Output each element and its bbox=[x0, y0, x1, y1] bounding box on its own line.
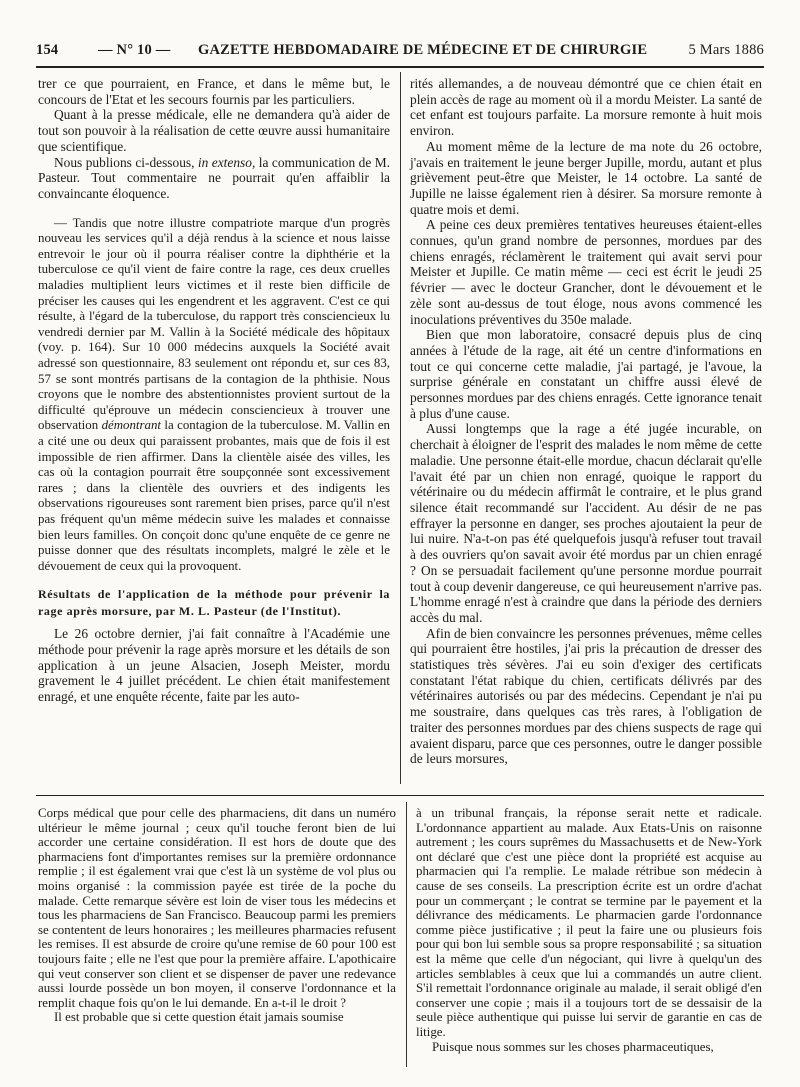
lower-left-column bbox=[38, 806, 396, 1025]
paragraph: Quant à la presse médicale, elle ne demandera qu'à aider de tout son pouvoir à la réalisation de cette œuvre aussi humanitaire que scientifique. bbox=[38, 107, 390, 154]
paragraph: à un tribunal français, la réponse serait nette et radicale. L'ordonnance appartient au malade. Aux Etats-Unis on raisonne autrement ; les cours suprêmes du Massachusetts et de New-York ont déclaré que c'est une pièce dont la propriété est acquise au pharmacien qui l'a remplie. Le malade rétribue son médecin à cause de ses conseils. La prescription écrite est un ordre d'achat pour un commerçant ; le contrat se termine par le payement et la délivrance des médicaments. Le pharmacien garde l'ordonnance comme pièce justificative ; il peut la faire une ou plusieurs fois pour qui bon lui semble sous sa propre responsabilité ; sa situation est la même que celle d'un négociant, qui livre à quelqu'un des articles semblables à ceux que lui a commandés un autre client. S'il remettait l'ordonnance originale au malade, il serait obligé d'en conserver une copie ; mais il a toujours tort de se dessaisir de la seule pièce authentique qui puisse lui servir de garantie en cas de litige. bbox=[416, 806, 762, 1039]
paragraph: Le 26 octobre dernier, j'ai fait connaître à l'Académie une méthode pour prévenir la rage après morsure et les détails de son application à un jeune Alsacien, Joseph Meister, mordu gravement le 4 juillet précédent. Le chien était manifestement enragé, et une enquête récente, faite par les auto- bbox=[38, 626, 390, 705]
section-title: Résultats de l'application de la méthode pour prévenir la rage après morsure, par M. L. Pasteur (de l'Institut). bbox=[38, 587, 390, 619]
upper-right-column bbox=[410, 76, 762, 767]
column-divider-upper bbox=[400, 72, 401, 784]
lower-right-column bbox=[416, 806, 762, 1054]
header-rule bbox=[36, 66, 764, 68]
paragraph: trer ce que pourraient, en France, et dans le même but, le concours de l'Etat et les secours fournis par les particuliers. bbox=[38, 76, 390, 107]
running-header bbox=[36, 42, 764, 66]
paragraph: rités allemandes, a de nouveau démontré que ce chien était en plein accès de rage au moment où il a mordu Meister. La santé de cet enfant est toujours parfaite. La morsure remonte à huit mois environ. bbox=[410, 76, 762, 139]
issue-number: — N° 10 — bbox=[98, 42, 171, 58]
upper-left-column bbox=[38, 76, 390, 705]
paragraph: Bien que mon laboratoire, consacré depuis plus de cinq années à l'étude de la rage, ait été un centre d'informations en tout ce qui concerne cette maladie, j'ai partagé, je l'avoue, la surprise générale en constatant un chiffre aussi élevé de personnes mordues par des chiens enragés. Cette ignorance tenait à plus d'une cause. bbox=[410, 327, 762, 421]
editorial-paragraph: — Tandis que notre illustre compatriote marque d'un progrès nouveau les services qu'il a déjà rendus à la science et nous laisse entrevoir le jour où il pourra réaliser contre la diphthérie et la tuberculose ce qu'il vient de faire contre la rage, ces deux cruelles maladies multiplient leurs victimes et il reste bien difficile de préciser les causes qui les engendrent et les aggravent. C'est ce qui résulte, à l'égard de la tuberculose, du rapport très consciencieux lu vendredi dernier par M. Vallin à la Société médicale des hôpitaux (voy. p. 164). Sur 10 000 médecins auxquels la Société avait adressé son questionnaire, 83 seulement ont répondu et, sur ces 83, 57 se sont montrés partisans de la contagion de la phthisie. Nous croyons que le nombre des abstentionnistes provient surtout de la difficulté qu'éprouve un médecin consciencieux à trouver une observation démontrant la contagion de la tuberculose. M. Vallin en a cité une ou deux qui paraissent probantes, mais que de fois il est impossible de rien affirmer. Dans la clientèle aisée des villes, les cas où la contagion pourrait être soupçonnée sont excessivement rares ; dans la clientèle des ouvriers et des indigents les observations rigoureuses sont rarement bien prises, parce qu'il n'est pas fréquent qu'un même médecin suive les malades et connaisse bien leurs familles. On conçoit donc qu'une enquête de ce genre ne puisse donner que des résultats incomplets, malgré le zèle et le dévouement de ceux qui la provoquent. bbox=[38, 215, 390, 573]
paragraph: Nous publions ci-dessous, in extenso, la communication de M. Pasteur. Tout commentaire ne pourrait qu'en affaiblir la convaincante éloquence. bbox=[38, 154, 390, 201]
paragraph: Il est probable que si cette question était jamais soumise bbox=[54, 1010, 344, 1025]
paragraph: A peine ces deux premières tentatives heureuses étaient-elles connues, qu'un grand nombre de personnes, mordues par des chiens enragés, réclamèrent le traitement qui avait servi pour Meister et Jupille. Ce matin même — ceci est écrit le jeudi 25 février — avec le docteur Grancher, dont le dévouement et le zèle sont au-dessus de tout éloge, nous avons commencé les inoculations préventives du 350e malade. bbox=[410, 217, 762, 327]
page-number: 154 bbox=[36, 42, 59, 58]
paragraph: Corps médical que pour celle des pharmaciens, dit dans un numéro ultérieur le même journal ; ceux qu'il touche feront bien de lui accorder une certaine considération. Il est hors de doute que des pharmaciens font d'importantes remises sur la première ordonnance remplie ; il est également vrai que c'est là un système de vol plus ou moins organisé : la commission payée est tirée de la poche du malade. Cette remarque sévère est loin de viser tous les médecins et tous les pharmaciens de San Francisco. Beaucoup parmi les premiers se contentent de leurs honoraires ; les meilleures pharmacies refusent les remises. Il est absurde de croire qu'une remise de 60 pour 100 est toujours faite ; elle ne l'est que pour la première affaire. L'apothicaire qui veut conserver son client et se dispenser de paver une redevance aussi lourde possède un bon moyen, il conserve l'ordonnance et la remplit chaque fois qu'on le lui demande. En a-t-il le droit ? bbox=[38, 806, 396, 1010]
paragraph: Aussi longtemps que la rage a été jugée incurable, on cherchait à éloigner de l'esprit des malades le nom même de cette maladie. Une personne était-elle mordue, chacun déclarait qu'elle l'avait été par un chien non enragé, quoique le rapport du vétérinaire ou du médecin affirmât le contraire, et le plus grand silence était recommandé sur l'accident. Au désir de ne pas effrayer la personne en danger, ses proches ajoutaient la peur de lui nuire. N'a-t-on pas été quelquefois jusqu'à refuser tout travail à des ouvriers qu'on savait avoir été mordus par un chien enragé ? On se persuadait facilement qu'une personne mordue pourrait tout à coup devenir dangereuse, ce qui heureusement n'arrive pas. L'homme enragé n'est à craindre que dans la période des derniers accès du mal. bbox=[410, 421, 762, 625]
section-separator-rule bbox=[36, 795, 764, 796]
paragraph: Puisque nous sommes sur les choses pharmaceutiques, bbox=[432, 1039, 714, 1054]
issue-date: 5 Mars 1886 bbox=[688, 42, 764, 58]
journal-title: GAZETTE HEBDOMADAIRE DE MÉDECINE ET DE CHIRURGIE bbox=[198, 42, 648, 58]
column-divider-lower bbox=[406, 802, 407, 1067]
paragraph: Au moment même de la lecture de ma note du 26 octobre, j'avais en traitement le jeune berger Jupille, mordu, autant et plus grièvement peut-être que Meister, le 14 octobre. La santé de Jupille ne laisse également rien à désirer. Sa morsure remonte à quatre mois et demi. bbox=[410, 138, 762, 217]
paragraph: Afin de bien convaincre les personnes prévenues, même celles qui pourraient être hostiles, j'ai pris la précaution de dresser des statistiques très sévères. J'ai eu soin d'exiger des certificats constatant l'état rabique du chien, certificats délivrés par des vétérinaires autorisés ou par des médecins. Cependant je n'ai pu me soustraire, dans quelques cas très rares, à l'obligation de traiter des personnes mordues par des chiens suspects de rage qui avaient disparu, parce que ces personnes, outre le danger possible de leurs morsures, bbox=[410, 625, 762, 767]
